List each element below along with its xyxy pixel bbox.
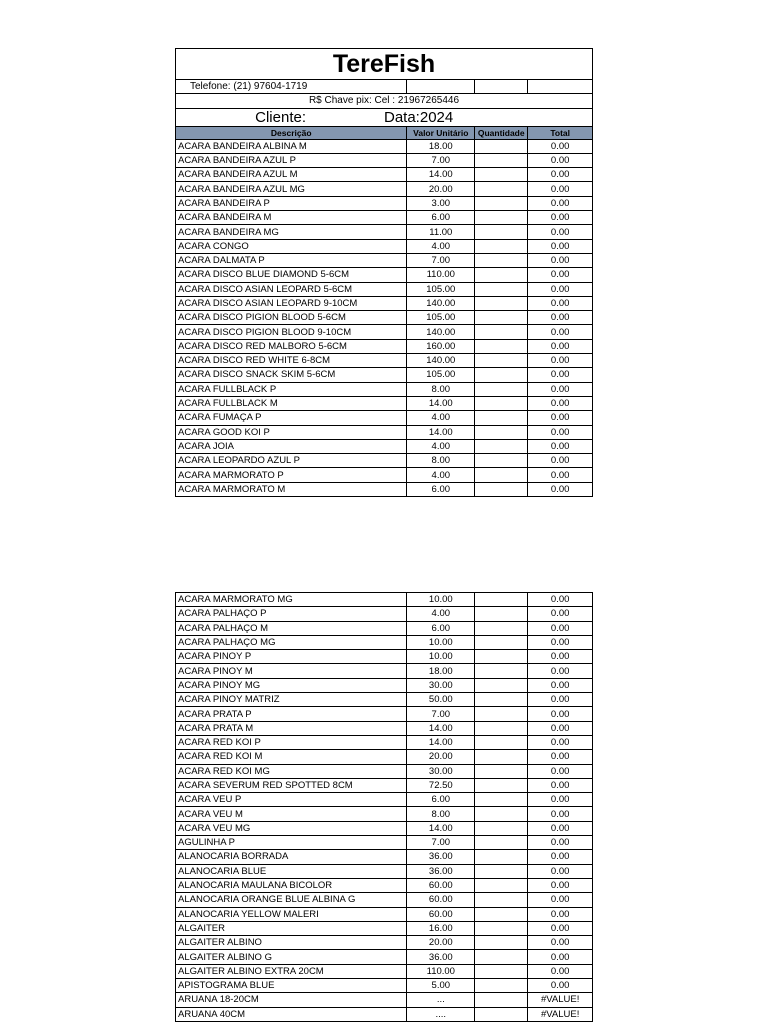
item-unit-price: 72.50 xyxy=(407,778,475,792)
table-row xyxy=(176,650,593,664)
item-total: 0.00 xyxy=(528,339,593,353)
item-total: 0.00 xyxy=(528,893,593,907)
item-quantity[interactable] xyxy=(475,893,528,907)
client-row xyxy=(176,108,593,126)
table-row xyxy=(176,850,593,864)
item-total: 0.00 xyxy=(528,439,593,453)
item-unit-price: 60.00 xyxy=(407,907,475,921)
item-quantity[interactable] xyxy=(475,650,528,664)
table-row xyxy=(176,807,593,821)
item-unit-price: 110.00 xyxy=(407,268,475,282)
table-row xyxy=(176,411,593,425)
item-quantity[interactable] xyxy=(475,678,528,692)
item-description: ALGAITER xyxy=(176,921,407,935)
item-quantity[interactable] xyxy=(475,182,528,196)
table-row xyxy=(176,253,593,267)
item-unit-price: 14.00 xyxy=(407,721,475,735)
item-unit-price: 14.00 xyxy=(407,821,475,835)
item-quantity[interactable] xyxy=(475,979,528,993)
item-quantity[interactable] xyxy=(475,993,528,1007)
item-description: ACARA PRATA P xyxy=(176,707,407,721)
item-total: 0.00 xyxy=(528,693,593,707)
item-description: ACARA FULLBLACK P xyxy=(176,382,407,396)
store-title: TereFish xyxy=(176,49,593,80)
item-description: ACARA DISCO BLUE DIAMOND 5-6CM xyxy=(176,268,407,282)
item-total: 0.00 xyxy=(528,153,593,167)
table-row xyxy=(176,282,593,296)
item-total: 0.00 xyxy=(528,750,593,764)
item-quantity[interactable] xyxy=(475,354,528,368)
price-table-page-1 xyxy=(175,48,593,497)
item-quantity[interactable] xyxy=(475,411,528,425)
item-description: ACARA FUMAÇA P xyxy=(176,411,407,425)
item-description: ACARA BANDEIRA MG xyxy=(176,225,407,239)
item-total: 0.00 xyxy=(528,607,593,621)
item-description: ACARA DISCO RED WHITE 6-8CM xyxy=(176,354,407,368)
item-unit-price: 140.00 xyxy=(407,354,475,368)
date-label: Data:2024 xyxy=(384,108,454,126)
item-unit-price: 36.00 xyxy=(407,950,475,964)
item-unit-price: 6.00 xyxy=(407,621,475,635)
item-total: 0.00 xyxy=(528,425,593,439)
item-total: 0.00 xyxy=(528,482,593,496)
item-unit-price: .... xyxy=(407,1007,475,1021)
item-description: ACARA BANDEIRA P xyxy=(176,196,407,210)
item-quantity[interactable] xyxy=(475,921,528,935)
item-quantity[interactable] xyxy=(475,821,528,835)
price-table-page-2 xyxy=(175,592,593,1022)
table-row xyxy=(176,907,593,921)
table-row xyxy=(176,239,593,253)
item-description: ACARA VEU MG xyxy=(176,821,407,835)
item-quantity[interactable] xyxy=(475,368,528,382)
table-row xyxy=(176,182,593,196)
item-total: 0.00 xyxy=(528,936,593,950)
item-description: ACARA PALHAÇO M xyxy=(176,621,407,635)
table-row xyxy=(176,139,593,153)
item-quantity[interactable] xyxy=(475,339,528,353)
item-total: 0.00 xyxy=(528,239,593,253)
item-total: 0.00 xyxy=(528,368,593,382)
item-description: ARUANA 40CM xyxy=(176,1007,407,1021)
item-quantity[interactable] xyxy=(475,693,528,707)
item-unit-price: 36.00 xyxy=(407,864,475,878)
table-row xyxy=(176,396,593,410)
item-description: ACARA RED KOI P xyxy=(176,735,407,749)
item-quantity[interactable] xyxy=(475,482,528,496)
item-unit-price: 105.00 xyxy=(407,311,475,325)
table-row xyxy=(176,778,593,792)
table-row xyxy=(176,864,593,878)
table-row xyxy=(176,893,593,907)
item-description: ACARA PINOY MATRIZ xyxy=(176,693,407,707)
item-description: ACARA DISCO RED MALBORO 5-6CM xyxy=(176,339,407,353)
item-total: 0.00 xyxy=(528,211,593,225)
table-row xyxy=(176,750,593,764)
item-total: 0.00 xyxy=(528,907,593,921)
item-total: 0.00 xyxy=(528,793,593,807)
item-description: ALGAITER ALBINO xyxy=(176,936,407,950)
item-description: ACARA FULLBLACK M xyxy=(176,396,407,410)
table-row xyxy=(176,211,593,225)
table-row xyxy=(176,354,593,368)
item-unit-price: 4.00 xyxy=(407,239,475,253)
item-quantity[interactable] xyxy=(475,607,528,621)
item-quantity[interactable] xyxy=(475,750,528,764)
table-row xyxy=(176,707,593,721)
item-total: 0.00 xyxy=(528,979,593,993)
item-unit-price: 10.00 xyxy=(407,650,475,664)
item-quantity[interactable] xyxy=(475,793,528,807)
item-quantity[interactable] xyxy=(475,396,528,410)
item-total: 0.00 xyxy=(528,396,593,410)
item-total: 0.00 xyxy=(528,964,593,978)
table-row xyxy=(176,196,593,210)
item-description: ACARA PALHAÇO MG xyxy=(176,635,407,649)
table-row xyxy=(176,268,593,282)
item-quantity[interactable] xyxy=(475,439,528,453)
item-unit-price: 160.00 xyxy=(407,339,475,353)
table-row xyxy=(176,993,593,1007)
table-row xyxy=(176,296,593,310)
item-description: ACARA BANDEIRA M xyxy=(176,211,407,225)
table-row xyxy=(176,621,593,635)
item-quantity[interactable] xyxy=(475,268,528,282)
table-row xyxy=(176,153,593,167)
item-total: 0.00 xyxy=(528,382,593,396)
item-description: ACARA RED KOI M xyxy=(176,750,407,764)
item-total: 0.00 xyxy=(528,836,593,850)
item-description: ACARA BANDEIRA AZUL P xyxy=(176,153,407,167)
item-description: ALGAITER ALBINO G xyxy=(176,950,407,964)
table-row xyxy=(176,382,593,396)
item-quantity[interactable] xyxy=(475,253,528,267)
item-unit-price: 20.00 xyxy=(407,750,475,764)
item-total: 0.00 xyxy=(528,139,593,153)
client-label: Cliente: xyxy=(255,108,306,126)
item-quantity[interactable] xyxy=(475,139,528,153)
item-unit-price: 4.00 xyxy=(407,607,475,621)
item-unit-price: 14.00 xyxy=(407,396,475,410)
table-row xyxy=(176,225,593,239)
item-description: ACARA VEU M xyxy=(176,807,407,821)
item-description: ACARA PALHAÇO P xyxy=(176,607,407,621)
table-row xyxy=(176,678,593,692)
item-description: ACARA LEOPARDO AZUL P xyxy=(176,454,407,468)
item-quantity[interactable] xyxy=(475,468,528,482)
item-total: 0.00 xyxy=(528,411,593,425)
item-total: 0.00 xyxy=(528,454,593,468)
item-description: ACARA MARMORATO P xyxy=(176,468,407,482)
item-unit-price: 105.00 xyxy=(407,368,475,382)
item-description: ACARA DISCO PIGION BLOOD 5-6CM xyxy=(176,311,407,325)
item-total: 0.00 xyxy=(528,721,593,735)
item-unit-price: 10.00 xyxy=(407,635,475,649)
item-description: ACARA SEVERUM RED SPOTTED 8CM xyxy=(176,778,407,792)
item-total: 0.00 xyxy=(528,764,593,778)
item-total: 0.00 xyxy=(528,821,593,835)
item-total: 0.00 xyxy=(528,864,593,878)
table-row xyxy=(176,635,593,649)
item-quantity[interactable] xyxy=(475,664,528,678)
item-description: ACARA PINOY M xyxy=(176,664,407,678)
item-unit-price: 50.00 xyxy=(407,693,475,707)
item-total: 0.00 xyxy=(528,707,593,721)
item-unit-price: 7.00 xyxy=(407,153,475,167)
item-total: 0.00 xyxy=(528,807,593,821)
item-total: 0.00 xyxy=(528,921,593,935)
table-row xyxy=(176,368,593,382)
item-quantity[interactable] xyxy=(475,311,528,325)
item-total: 0.00 xyxy=(528,268,593,282)
item-description: ALANOCARIA YELLOW MALERI xyxy=(176,907,407,921)
item-total: 0.00 xyxy=(528,225,593,239)
table-row xyxy=(176,454,593,468)
item-total: 0.00 xyxy=(528,325,593,339)
item-quantity[interactable] xyxy=(475,196,528,210)
item-total: 0.00 xyxy=(528,296,593,310)
item-unit-price: 4.00 xyxy=(407,468,475,482)
item-unit-price: 8.00 xyxy=(407,454,475,468)
phone-text: Telefone: (21) 97604-1719 xyxy=(176,80,407,94)
item-total: #VALUE! xyxy=(528,993,593,1007)
item-total: 0.00 xyxy=(528,650,593,664)
item-description: ACARA BANDEIRA ALBINA M xyxy=(176,139,407,153)
item-quantity[interactable] xyxy=(475,454,528,468)
item-unit-price: 3.00 xyxy=(407,196,475,210)
item-total: 0.00 xyxy=(528,282,593,296)
table-row xyxy=(176,1007,593,1021)
item-total: 0.00 xyxy=(528,778,593,792)
item-description: ALANOCARIA MAULANA BICOLOR xyxy=(176,878,407,892)
item-description: ACARA RED KOI MG xyxy=(176,764,407,778)
item-quantity[interactable] xyxy=(475,621,528,635)
item-total: 0.00 xyxy=(528,253,593,267)
item-description: ACARA DISCO ASIAN LEOPARD 5-6CM xyxy=(176,282,407,296)
item-unit-price: 36.00 xyxy=(407,850,475,864)
title-row xyxy=(176,49,593,80)
item-quantity[interactable] xyxy=(475,153,528,167)
item-quantity[interactable] xyxy=(475,1007,528,1021)
item-unit-price: 20.00 xyxy=(407,936,475,950)
table-row xyxy=(176,936,593,950)
table-row xyxy=(176,764,593,778)
item-quantity[interactable] xyxy=(475,950,528,964)
item-unit-price: 110.00 xyxy=(407,964,475,978)
item-description: ACARA BANDEIRA AZUL M xyxy=(176,168,407,182)
item-quantity[interactable] xyxy=(475,936,528,950)
table-row xyxy=(176,821,593,835)
col-header-unit-price: Valor Unitário xyxy=(407,126,475,139)
item-quantity[interactable] xyxy=(475,296,528,310)
item-quantity[interactable] xyxy=(475,878,528,892)
item-description: ACARA PINOY P xyxy=(176,650,407,664)
col-header-description: Descrição xyxy=(176,126,407,139)
item-total: 0.00 xyxy=(528,168,593,182)
item-unit-price: 10.00 xyxy=(407,593,475,607)
item-description: ACARA DALMATA P xyxy=(176,253,407,267)
item-unit-price: 4.00 xyxy=(407,439,475,453)
col-header-quantity: Quantidade xyxy=(475,126,528,139)
table-row xyxy=(176,482,593,496)
item-description: ACARA DISCO PIGION BLOOD 9-10CM xyxy=(176,325,407,339)
item-quantity[interactable] xyxy=(475,735,528,749)
table-row xyxy=(176,950,593,964)
table-row xyxy=(176,979,593,993)
item-unit-price: 7.00 xyxy=(407,253,475,267)
item-unit-price: 11.00 xyxy=(407,225,475,239)
item-description: ALANOCARIA BLUE xyxy=(176,864,407,878)
item-unit-price: 60.00 xyxy=(407,893,475,907)
item-unit-price: 8.00 xyxy=(407,382,475,396)
item-total: #VALUE! xyxy=(528,1007,593,1021)
item-unit-price: 60.00 xyxy=(407,878,475,892)
item-quantity[interactable] xyxy=(475,778,528,792)
item-description: APISTOGRAMA BLUE xyxy=(176,979,407,993)
table-row xyxy=(176,439,593,453)
table-row xyxy=(176,693,593,707)
item-unit-price: 30.00 xyxy=(407,764,475,778)
table-row xyxy=(176,607,593,621)
item-total: 0.00 xyxy=(528,678,593,692)
item-quantity[interactable] xyxy=(475,964,528,978)
table-row xyxy=(176,735,593,749)
item-quantity[interactable] xyxy=(475,211,528,225)
item-description: ACARA MARMORATO M xyxy=(176,482,407,496)
item-total: 0.00 xyxy=(528,850,593,864)
item-quantity[interactable] xyxy=(475,836,528,850)
table-row xyxy=(176,468,593,482)
table-row xyxy=(176,593,593,607)
table-row xyxy=(176,311,593,325)
item-unit-price: 20.00 xyxy=(407,182,475,196)
item-description: ALANOCARIA ORANGE BLUE ALBINA G xyxy=(176,893,407,907)
item-unit-price: 16.00 xyxy=(407,921,475,935)
table-row xyxy=(176,878,593,892)
item-description: ACARA DISCO ASIAN LEOPARD 9-10CM xyxy=(176,296,407,310)
item-total: 0.00 xyxy=(528,311,593,325)
pix-row xyxy=(176,94,593,108)
item-quantity[interactable] xyxy=(475,764,528,778)
phone-row xyxy=(176,80,593,94)
item-quantity[interactable] xyxy=(475,325,528,339)
item-quantity[interactable] xyxy=(475,282,528,296)
item-description: ACARA BANDEIRA AZUL MG xyxy=(176,182,407,196)
item-description: ACARA PRATA M xyxy=(176,721,407,735)
item-description: ACARA CONGO xyxy=(176,239,407,253)
item-total: 0.00 xyxy=(528,593,593,607)
item-quantity[interactable] xyxy=(475,807,528,821)
item-total: 0.00 xyxy=(528,182,593,196)
item-total: 0.00 xyxy=(528,878,593,892)
column-header-row xyxy=(176,126,593,139)
item-quantity[interactable] xyxy=(475,864,528,878)
item-description: ALANOCARIA BORRADA xyxy=(176,850,407,864)
item-total: 0.00 xyxy=(528,468,593,482)
pix-key-text: R$ Chave pix: Cel : 21967265446 xyxy=(176,94,593,108)
item-unit-price: 18.00 xyxy=(407,664,475,678)
table-row xyxy=(176,425,593,439)
item-quantity[interactable] xyxy=(475,850,528,864)
item-unit-price: 140.00 xyxy=(407,325,475,339)
item-total: 0.00 xyxy=(528,735,593,749)
item-unit-price: 6.00 xyxy=(407,211,475,225)
item-description: ACARA DISCO SNACK SKIM 5-6CM xyxy=(176,368,407,382)
item-unit-price: 6.00 xyxy=(407,482,475,496)
table-row xyxy=(176,964,593,978)
item-description: ACARA PINOY MG xyxy=(176,678,407,692)
item-unit-price: ... xyxy=(407,993,475,1007)
item-description: ARUANA 18-20CM xyxy=(176,993,407,1007)
item-unit-price: 14.00 xyxy=(407,168,475,182)
table-row xyxy=(176,325,593,339)
item-description: ACARA MARMORATO MG xyxy=(176,593,407,607)
item-description: ACARA JOIA xyxy=(176,439,407,453)
item-unit-price: 140.00 xyxy=(407,296,475,310)
table-row xyxy=(176,721,593,735)
item-unit-price: 6.00 xyxy=(407,793,475,807)
table-row xyxy=(176,339,593,353)
item-unit-price: 30.00 xyxy=(407,678,475,692)
item-total: 0.00 xyxy=(528,635,593,649)
table-row xyxy=(176,168,593,182)
item-description: AGULINHA P xyxy=(176,836,407,850)
item-total: 0.00 xyxy=(528,354,593,368)
item-total: 0.00 xyxy=(528,196,593,210)
item-unit-price: 4.00 xyxy=(407,411,475,425)
item-unit-price: 8.00 xyxy=(407,807,475,821)
item-quantity[interactable] xyxy=(475,707,528,721)
item-quantity[interactable] xyxy=(475,239,528,253)
table-row xyxy=(176,793,593,807)
item-quantity[interactable] xyxy=(475,168,528,182)
item-total: 0.00 xyxy=(528,950,593,964)
item-description: ACARA GOOD KOI P xyxy=(176,425,407,439)
col-header-total: Total xyxy=(528,126,593,139)
item-unit-price: 5.00 xyxy=(407,979,475,993)
item-unit-price: 18.00 xyxy=(407,139,475,153)
table-row xyxy=(176,921,593,935)
item-unit-price: 105.00 xyxy=(407,282,475,296)
item-unit-price: 14.00 xyxy=(407,425,475,439)
item-quantity[interactable] xyxy=(475,907,528,921)
item-quantity[interactable] xyxy=(475,382,528,396)
item-quantity[interactable] xyxy=(475,225,528,239)
item-description: ACARA VEU P xyxy=(176,793,407,807)
item-unit-price: 14.00 xyxy=(407,735,475,749)
item-quantity[interactable] xyxy=(475,425,528,439)
item-total: 0.00 xyxy=(528,621,593,635)
item-unit-price: 7.00 xyxy=(407,707,475,721)
item-unit-price: 7.00 xyxy=(407,836,475,850)
item-description: ALGAITER ALBINO EXTRA 20CM xyxy=(176,964,407,978)
table-row xyxy=(176,664,593,678)
item-quantity[interactable] xyxy=(475,593,528,607)
item-quantity[interactable] xyxy=(475,635,528,649)
item-quantity[interactable] xyxy=(475,721,528,735)
item-total: 0.00 xyxy=(528,664,593,678)
table-row xyxy=(176,836,593,850)
